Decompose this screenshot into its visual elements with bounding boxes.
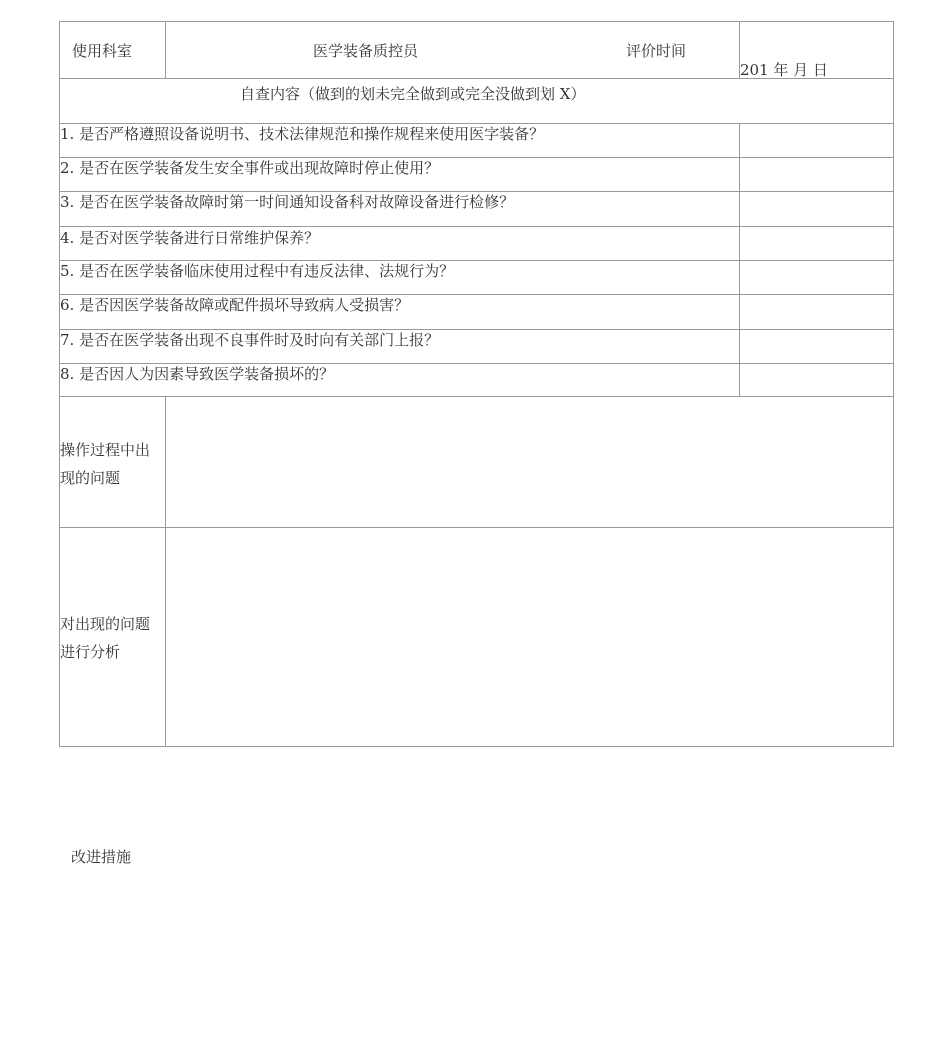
- table-top-border: [59, 21, 894, 22]
- check-item: 4. 是否对医学装备进行日常维护保养？: [60, 229, 320, 247]
- dept-label: 使用科室: [72, 42, 133, 60]
- check-item: 2. 是否在医学装备发生安全事件或出现故障时停止使用？: [60, 159, 440, 177]
- table-right-border: [893, 21, 894, 747]
- check-cell[interactable]: [740, 192, 893, 226]
- check-item: 3. 是否在医学装备故障时第一时间通知设备科对故障设备进行检修？: [60, 193, 515, 211]
- eval-time-label: 评价时间: [626, 42, 687, 60]
- check-cell[interactable]: [740, 295, 893, 329]
- self-check-title: 自查内容（做到的划未完全做到或完全没做到划 X）: [240, 85, 586, 103]
- check-cell[interactable]: [740, 330, 893, 363]
- problems-label: 操作过程中出现的问题: [60, 441, 151, 487]
- problems-input-area[interactable]: [166, 397, 893, 527]
- check-cell[interactable]: [740, 158, 893, 191]
- check-item: 1. 是否严格遵照设备说明书、技术法律规范和操作规程来使用医字装备？: [60, 125, 545, 143]
- analysis-input-area[interactable]: [166, 528, 893, 746]
- analysis-label: 对出现的问题进行分析: [60, 615, 151, 661]
- improvement-label: 改进措施: [71, 848, 132, 866]
- check-item: 7. 是否在医学装备出现不良事件时及时向有关部门上报？: [60, 331, 440, 349]
- check-cell[interactable]: [740, 227, 893, 260]
- qc-officer-label: 医学装备质控员: [313, 42, 419, 60]
- check-item: 5. 是否在医学装备临床使用过程中有违反法律、法规行为？: [60, 262, 455, 280]
- date-field[interactable]: 201 年 月 日: [740, 61, 828, 79]
- check-item: 8. 是否因人为因素导致医学装备损坏的？: [60, 365, 335, 383]
- check-cell[interactable]: [740, 124, 893, 157]
- header-divider-dept: [165, 21, 166, 79]
- check-cell[interactable]: [740, 261, 893, 294]
- check-cell[interactable]: [740, 364, 893, 396]
- table-bottom-border: [59, 746, 894, 747]
- check-item: 6. 是否因医学装备故障或配件损坏导致病人受损害？: [60, 296, 410, 314]
